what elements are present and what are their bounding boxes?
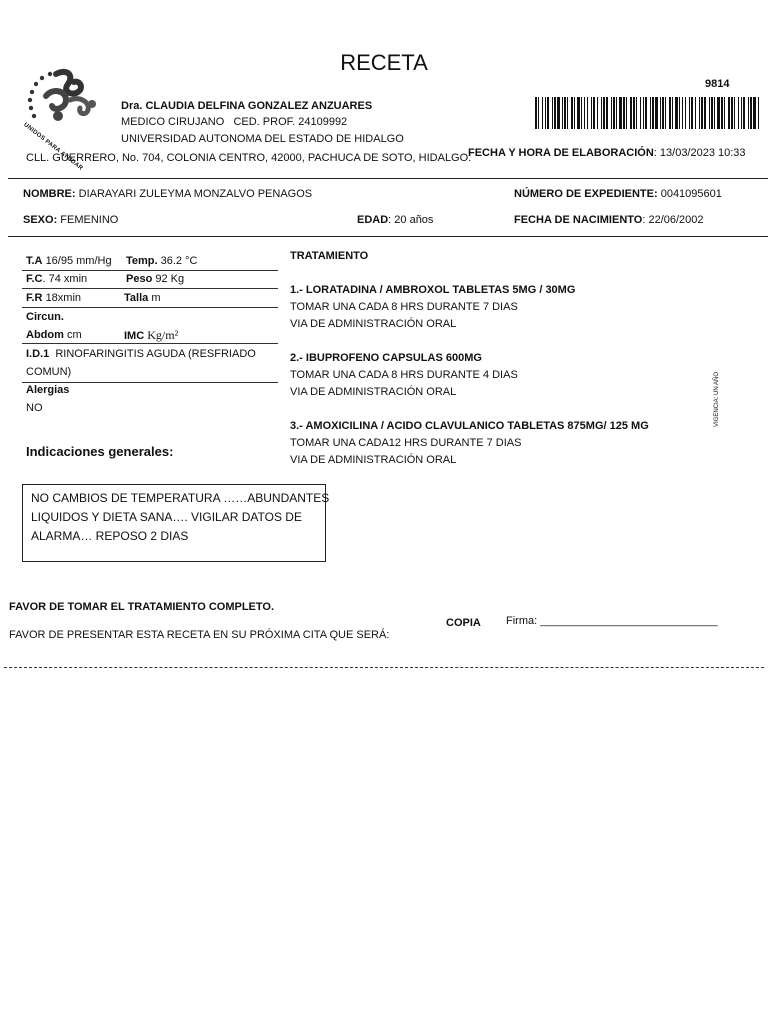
footer-complete-treatment: FAVOR DE TOMAR EL TRATAMIENTO COMPLETO. — [9, 601, 275, 613]
logo — [22, 66, 106, 172]
diagnosis-line1: I.D.1 RINOFARINGITIS AGUDA (RESFRIADO — [26, 348, 256, 360]
general-heading: Indicaciones generales: — [26, 444, 174, 459]
divider — [8, 178, 768, 179]
patient-age — [357, 214, 433, 226]
treatment-item-route: VIA DE ADMINISTRACIÓN ORAL — [290, 318, 457, 330]
treatment-item-title: 1.- LORATADINA / AMBROXOL TABLETAS 5MG / 30MG — [290, 284, 576, 296]
doctor-address: CLL. GUERRERO, No. 704, COLONIA CENTRO, 42000, PACHUCA DE SOTO, HIDALGO. — [26, 152, 472, 164]
vital-talla: Talla m — [124, 292, 161, 304]
allergies-value: NO — [26, 402, 43, 414]
barcode — [535, 97, 759, 129]
logo-text: UNIDOS PARA AYUDAR — [22, 122, 84, 172]
folio-number: 9814 — [705, 78, 730, 90]
patient-name — [23, 188, 312, 200]
vital-temp: Temp. 36.2 °C — [126, 255, 198, 267]
patient-sex-value: FEMENINO — [60, 214, 119, 226]
divider — [8, 236, 768, 237]
patient-age-value: : 20 años — [388, 214, 434, 226]
treatment-item-route: VIA DE ADMINISTRACIÓN ORAL — [290, 454, 457, 466]
diagnosis-row — [22, 345, 278, 383]
vitals-row — [22, 271, 278, 289]
patient-name-label: NOMBRE: — [23, 188, 76, 200]
vital-ta: T.A 16/95 mm/Hg — [26, 255, 112, 267]
footer-next-visit: FAVOR DE PRESENTAR ESTA RECETA EN SU PRÓXIMA CITA QUE SERÁ: — [9, 629, 390, 641]
signature-label: Firma: — [506, 615, 538, 627]
patient-sex — [23, 214, 118, 226]
patient-sex-label: SEXO: — [23, 214, 58, 226]
vital-circun: Circun. — [26, 311, 64, 323]
cut-line — [4, 667, 764, 668]
elaboration-value: : 13/03/2023 10:33 — [653, 147, 746, 159]
signature-field — [506, 615, 718, 627]
general-line: NO CAMBIOS DE TEMPERATURA ……ABUNDANTES — [31, 491, 330, 505]
patient-birthdate — [514, 214, 704, 226]
patient-birth-label: FECHA DE NACIMIENTO — [514, 214, 643, 226]
treatment-item-dose: TOMAR UNA CADA 8 HRS DURANTE 7 DIAS — [290, 301, 518, 313]
treatment-item-title: 3.- AMOXICILINA / ACIDO CLAVULANICO TABLETAS 875MG/ 125 MG — [290, 420, 649, 432]
allergies-label: Alergias — [26, 384, 70, 396]
vitals-row — [22, 290, 278, 308]
vitals-row — [22, 309, 278, 344]
elaboration-date — [468, 147, 746, 159]
patient-name-value: DIARAYARI ZULEYMA MONZALVO PENAGOS — [78, 188, 313, 200]
treatment-heading: TRATAMIENTO — [290, 250, 369, 262]
patient-birth-value: : 22/06/2002 — [642, 214, 704, 226]
treatment-item-dose: TOMAR UNA CADA 8 HRS DURANTE 4 DIAS — [290, 369, 518, 381]
vital-abdom: Abdom cm — [26, 329, 82, 341]
doctor-name: Dra. CLAUDIA DELFINA GONZALEZ ANZUARES — [121, 100, 373, 112]
general-line: LIQUIDOS Y DIETA SANA…. VIGILAR DATOS DE — [31, 510, 302, 524]
patient-age-label: EDAD — [357, 214, 389, 226]
elaboration-label: FECHA Y HORA DE ELABORACIÓN — [468, 147, 654, 159]
vital-peso: Peso 92 Kg — [126, 273, 185, 285]
patient-file — [514, 188, 722, 200]
vital-imc: IMC Kg/m² — [124, 328, 179, 342]
patient-file-label: NÚMERO DE EXPEDIENTE: — [514, 188, 658, 200]
treatment-item-route: VIA DE ADMINISTRACIÓN ORAL — [290, 386, 457, 398]
vital-fr: F.R 18xmin — [26, 292, 82, 304]
general-line: ALARMA… REPOSO 2 DIAS — [31, 529, 189, 543]
treatment-item-title: 2.- IBUPROFENO CAPSULAS 600MG — [290, 352, 482, 364]
treatment-item-dose: TOMAR UNA CADA12 HRS DURANTE 7 DIAS — [290, 437, 522, 449]
vital-fc: F.C. 74 xmin — [26, 273, 88, 285]
copy-label: COPIA — [446, 617, 481, 629]
doctor-university: UNIVERSIDAD AUTONOMA DEL ESTADO DE HIDALGO — [121, 133, 404, 145]
barcode-icon — [535, 97, 759, 129]
patient-file-value: 0041095601 — [660, 188, 722, 200]
signature-line: _____________________________ — [540, 615, 718, 627]
page-title: RECETA — [340, 50, 428, 75]
validity-note: VIGENCIA: UN AÑO — [714, 371, 720, 427]
diagnosis-line2: COMUN) — [26, 366, 72, 378]
doctor-specialty: MEDICO CIRUJANO CED. PROF. 24109992 — [121, 116, 348, 128]
vitals-row — [22, 253, 278, 271]
